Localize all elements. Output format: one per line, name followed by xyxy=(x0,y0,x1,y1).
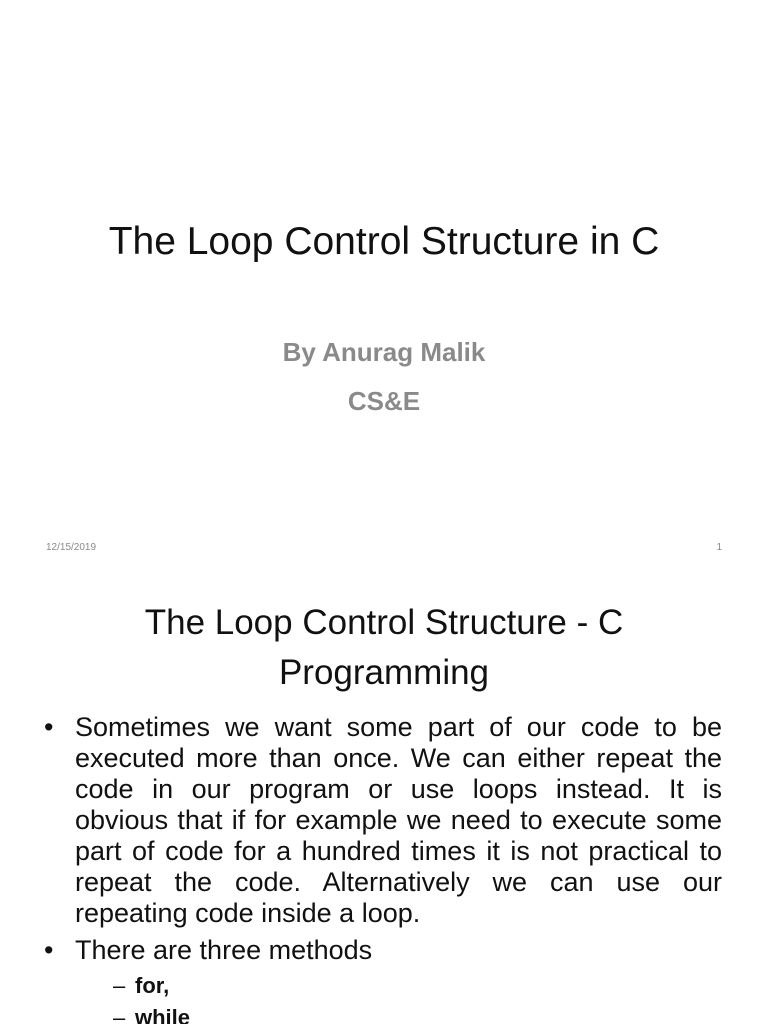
slide-2 xyxy=(0,575,768,1024)
sub-bullet-list xyxy=(75,970,722,1024)
bullet-item xyxy=(44,712,722,929)
sub-bullet-marker: – xyxy=(113,973,126,998)
footer-page-number: 1 xyxy=(716,542,722,553)
slide-title xyxy=(60,598,708,698)
slide-title: The Loop Control Structure in C xyxy=(108,220,660,263)
department-line: CS&E xyxy=(347,386,421,416)
bullet-marker: • xyxy=(44,935,54,965)
sub-bullet-item xyxy=(75,1002,722,1024)
bullet-list xyxy=(44,712,722,1024)
slide-title-line-1: The Loop Control Structure - C xyxy=(144,603,624,642)
sub-bullet-item xyxy=(75,970,722,1002)
bullet-text: Sometimes we want some part of our code to be executed more than once. We can either repeat the code in our program or use loops instead. It is obvious that if for example we need to execute some part of code for a hundred times it is not practical to repeat the code. Alternatively we can use our repeating code inside a loop. xyxy=(75,712,722,928)
sub-bullet-text: while xyxy=(135,1005,191,1024)
bullet-marker: • xyxy=(44,712,54,742)
bullet-text: There are three methods xyxy=(75,935,373,965)
footer-date: 12/15/2019 xyxy=(46,542,97,553)
sub-bullet-marker: – xyxy=(113,1005,126,1024)
author-line: By Anurag Malik xyxy=(282,337,486,367)
slide-title-line-2: Programming xyxy=(278,653,490,692)
bullet-item xyxy=(44,935,722,1024)
sub-bullet-text: for, xyxy=(135,973,170,998)
